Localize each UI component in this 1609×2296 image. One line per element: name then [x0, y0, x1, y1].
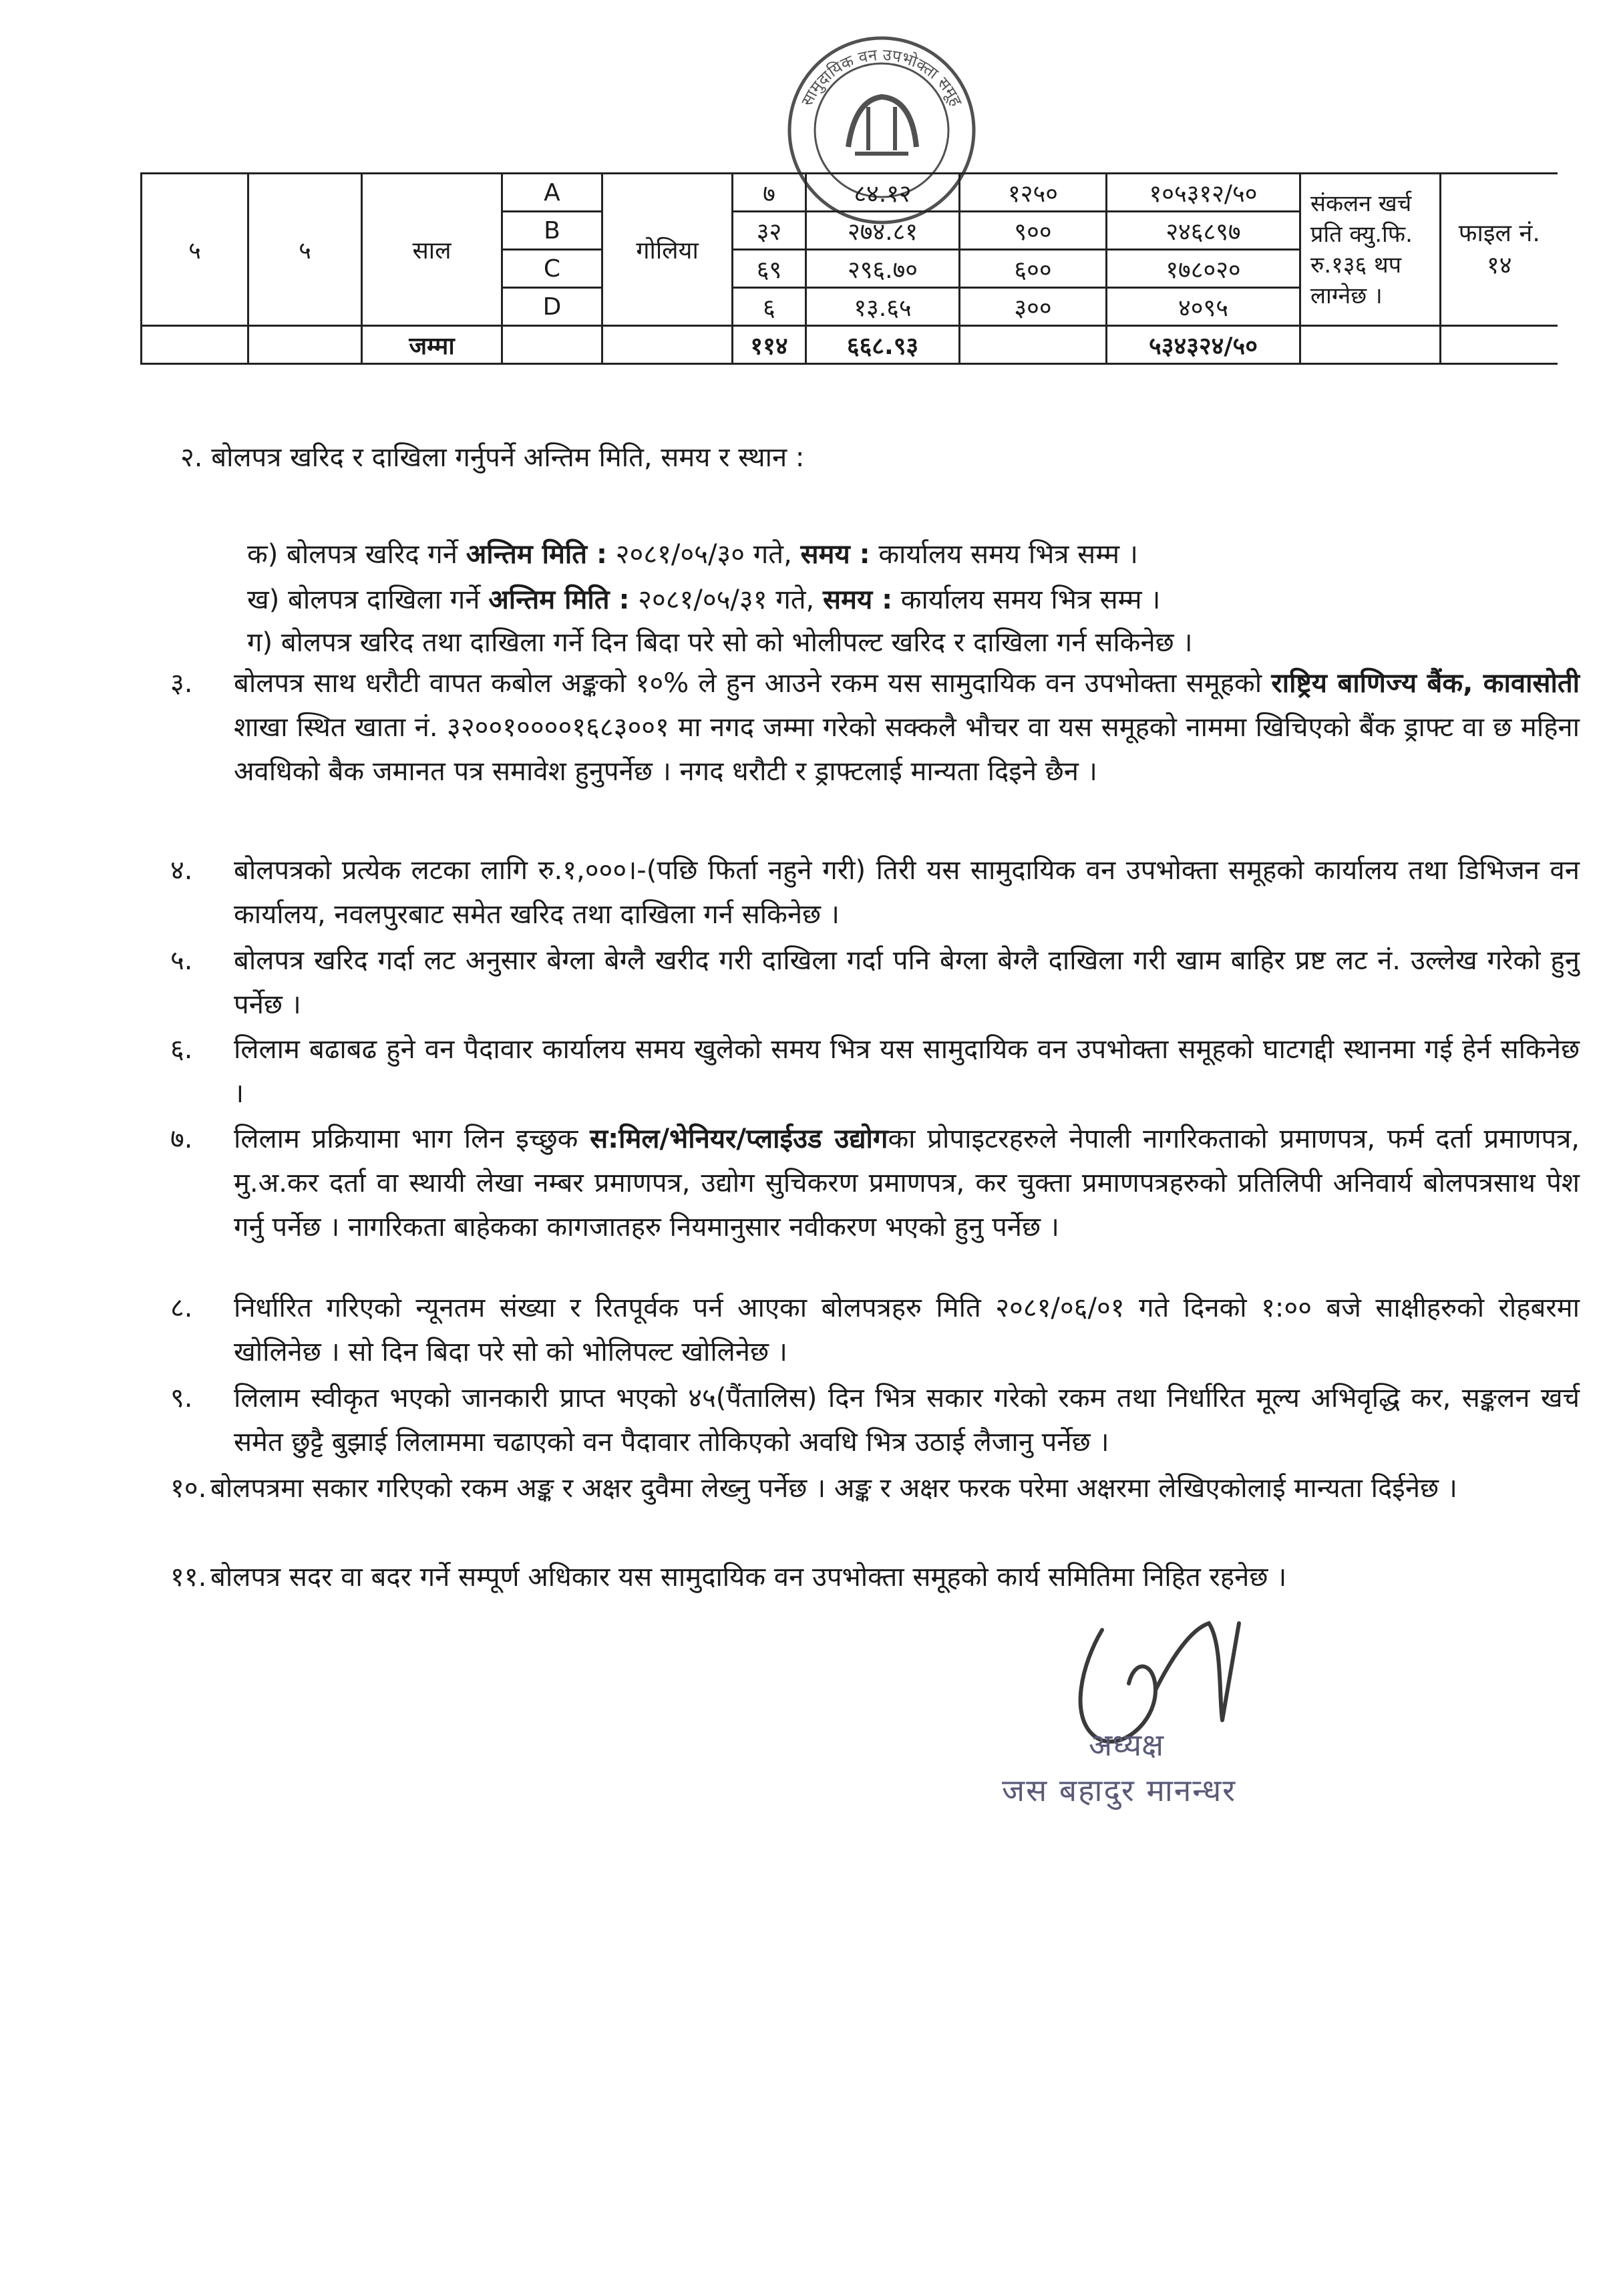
empty-cell — [1300, 326, 1441, 364]
bold-span: समय : — [822, 585, 893, 615]
bold-span: अन्तिम मिति : — [466, 539, 607, 570]
clause-text: निर्धारित गरिएको न्यूनतम संख्या र रितपूर्वक पर्न आएका बोलपत्रहरु मिति २०८१/०६/०१ गते दिनको १:०० बजे साक्षीहरुको रोहबरमा खोलिनेछ । सो दिन बिदा परे सो को भोलिपल्ट खोलिनेछ । — [234, 1293, 1580, 1367]
empty-cell — [960, 326, 1107, 364]
lot-number-cell: ५ — [248, 174, 362, 326]
grade-cell: D — [502, 288, 602, 326]
grade-cell: C — [502, 250, 602, 288]
signatory-title: अध्यक्ष — [1089, 1727, 1164, 1763]
text-span: कार्यालय समय भित्र सम्म । — [870, 539, 1138, 570]
clause-8 — [170, 1286, 1580, 1374]
pieces-cell: ६ — [733, 288, 806, 326]
section-2-title: २. बोलपत्र खरिद र दाखिला गर्नुपर्ने अन्तिम मिति, समय र स्थान : — [180, 442, 805, 473]
empty-cell — [1441, 326, 1558, 364]
total-pieces: ११४ — [733, 326, 806, 364]
seal-text: सामुदायिक वन उपभोक्ता समूह — [797, 45, 966, 110]
species-cell: साल — [362, 174, 502, 326]
empty-cell — [502, 326, 602, 364]
pieces-cell: ६९ — [733, 250, 806, 288]
pieces-cell: ३२ — [733, 212, 806, 250]
clause-7 — [170, 1117, 1580, 1249]
text-span: क) बोलपत्र खरिद गर्ने — [247, 539, 466, 570]
clause-number: ८. — [170, 1293, 193, 1323]
text-span: का प्रोपाइटरहरुले नेपाली नागरिकताको प्रमाणपत्र, फर्म दर्ता प्रमाणपत्र, मु.अ.कर दर्ता वा स्थायी लेखा नम्बर प्रमाणपत्र, उद्योग सुचिकरण प्रमाणपत्र, कर चुक्ता प्रमाणपत्रहरुको प्रतिलिपी अनिवार्य बोलपत्रसाथ पेश गर्नु पर्नेछ । नागरिकता बाहेकका कागजातहरु नियमानुसार नवीकरण भएको हुनु पर्नेछ । — [234, 1124, 1580, 1243]
clause-text — [234, 1117, 1580, 1249]
clause-2-ka — [247, 534, 1138, 571]
amount-cell: १७८०२० — [1107, 250, 1300, 288]
text-span: लिलाम प्रक्रियामा भाग लिन इच्छुक — [234, 1124, 590, 1154]
signatory-name: जस बहादुर मानन्धर — [1002, 1772, 1237, 1808]
industry-type: स:मिल/भेनियर/प्लाईउड उद्योग — [590, 1124, 888, 1154]
text-span: २०८१/०५/३१ गते, — [629, 585, 823, 615]
text-span: २०८१/०५/३० गते, — [606, 539, 801, 570]
volume-cell: १३.६५ — [806, 288, 960, 326]
clause-number: ७. — [170, 1124, 193, 1154]
clause-2-kha — [247, 580, 1160, 617]
clause-number: ३. — [170, 668, 193, 699]
empty-cell — [602, 326, 733, 364]
empty-cell — [142, 326, 248, 364]
clause-text: बोलपत्रको प्रत्येक लटका लागि रु.१,०००।-(पछि फिर्ता नहुने गरी) तिरी यस सामुदायिक वन उपभोक्ता समूहको कार्यालय तथा डिभिजन वन कार्यालय, नवलपुरबाट समेत खरिद तथा दाखिला गर्न सकिनेछ । — [234, 855, 1580, 930]
clause-9 — [170, 1376, 1580, 1464]
clause-text — [234, 661, 1580, 794]
amount-cell: ४०९५ — [1107, 288, 1300, 326]
total-volume: ६६८.९३ — [806, 326, 960, 364]
total-label: जम्मा — [362, 326, 502, 364]
file-number-cell: फाइल नं. १४ — [1441, 174, 1558, 326]
wood-type-cell: गोलिया — [602, 174, 733, 326]
amount-cell: १०५३१२/५० — [1107, 174, 1300, 212]
table-total-row — [142, 326, 1558, 364]
grade-cell: B — [502, 212, 602, 250]
clause-3 — [170, 661, 1580, 794]
total-amount: ५३४३२४/५० — [1107, 326, 1300, 364]
bold-span: समय : — [800, 539, 870, 570]
volume-cell: २९६.७० — [806, 250, 960, 288]
empty-cell — [248, 326, 362, 364]
rate-cell: १२५० — [960, 174, 1107, 212]
clause-6 — [170, 1027, 1580, 1116]
clause-number: ५. — [170, 945, 193, 976]
clause-text: लिलाम स्वीकृत भएको जानकारी प्राप्त भएको ४५(पैंतालिस) दिन भित्र सकार गरेको रकम तथा निर्धारित मूल्य अभिवृद्धि कर, सङ्कलन खर्च समेत छुट्टै बुझाई लिलाममा चढाएको वन पैदावार तोकिएको अवधि भित्र उठाई लैजानु पर्नेछ । — [234, 1383, 1580, 1458]
lot-table — [140, 172, 1558, 365]
text-span: कार्यालय समय भित्र सम्म । — [892, 585, 1161, 615]
clause-10 — [170, 1466, 1580, 1510]
clause-text: बोलपत्र खरिद गर्दा लट अनुसार बेग्ला बेग्लै खरीद गरी दाखिला गर्दा पनि बेग्ला बेग्लै दाखिला गरी खाम बाहिर प्रष्ट लट नं. उल्लेख गरेको हुनु पर्नेछ । — [234, 945, 1580, 1020]
text-span: ख) बोलपत्र दाखिला गर्ने — [247, 585, 489, 615]
clause-text: बोलपत्रमा सकार गरिएको रकम अङ्क र अक्षर दुवैमा लेख्नु पर्नेछ । अङ्क र अक्षर फरक परेमा अक्षरमा लेखिएकोलाई मान्यता दिईनेछ । — [210, 1473, 1457, 1504]
clause-5 — [170, 939, 1580, 1027]
text-span: शाखा स्थित खाता नं. ३२००१००००१६८३००१ मा नगद जम्मा गरेको सक्कलै भौचर वा यस समूहको नाममा खिचिएको बैंक ड्राफ्ट वा छ महिना अवधिको बैक जमानत पत्र समावेश हुनुपर्नेछ । नगद धरौटी र ड्राफ्टलाई मान्यता दिइने छैन । — [234, 712, 1580, 787]
volume-cell: ८४.१२ — [806, 174, 960, 212]
bank-name: राष्ट्रिय बाणिज्य बैंक, कावासोती — [1271, 668, 1580, 699]
clause-number: ४. — [170, 855, 193, 886]
rate-cell: ९०० — [960, 212, 1107, 250]
grade-cell: A — [502, 174, 602, 212]
rate-cell: ६०० — [960, 250, 1107, 288]
clause-text: लिलाम बढाबढ हुने वन पैदावार कार्यालय समय खुलेको समय भित्र यस सामुदायिक वन उपभोक्ता समूहको घाटगद्दी स्थानमा गई हेर्न सकिनेछ । — [234, 1034, 1580, 1109]
clause-number: ६. — [170, 1034, 193, 1065]
clause-text: बोलपत्र सदर वा बदर गर्ने सम्पूर्ण अधिकार यस सामुदायिक वन उपभोक्ता समूहको कार्य समितिमा निहित रहनेछ । — [210, 1562, 1287, 1593]
collection-cost-note: संकलन खर्च प्रति क्यु.फि. रु.१३६ थप लाग्नेछ । — [1300, 174, 1441, 326]
amount-cell: २४६८९७ — [1107, 212, 1300, 250]
text-span: बोलपत्र साथ धरौटी वापत कबोल अङ्कको १०% ले हुन आउने रकम यस सामुदायिक वन उपभोक्ता समूहको — [234, 668, 1272, 699]
bold-span: अन्तिम मिति : — [488, 585, 630, 615]
volume-cell: २७४.८१ — [806, 212, 960, 250]
rate-cell: ३०० — [960, 288, 1107, 326]
clause-4 — [170, 848, 1580, 937]
table-row — [142, 174, 1558, 212]
serial-number-cell: ५ — [142, 174, 248, 326]
clause-number: ९. — [170, 1383, 193, 1414]
clause-number: १०. — [170, 1473, 207, 1504]
pieces-cell: ७ — [733, 174, 806, 212]
clause-number: ११. — [170, 1562, 207, 1593]
clause-2-ga: ग) बोलपत्र खरिद तथा दाखिला गर्ने दिन बिदा परे सो को भोलीपल्ट खरिद र दाखिला गर्न सकिनेछ । — [247, 627, 1193, 658]
clause-11 — [170, 1555, 1580, 1599]
